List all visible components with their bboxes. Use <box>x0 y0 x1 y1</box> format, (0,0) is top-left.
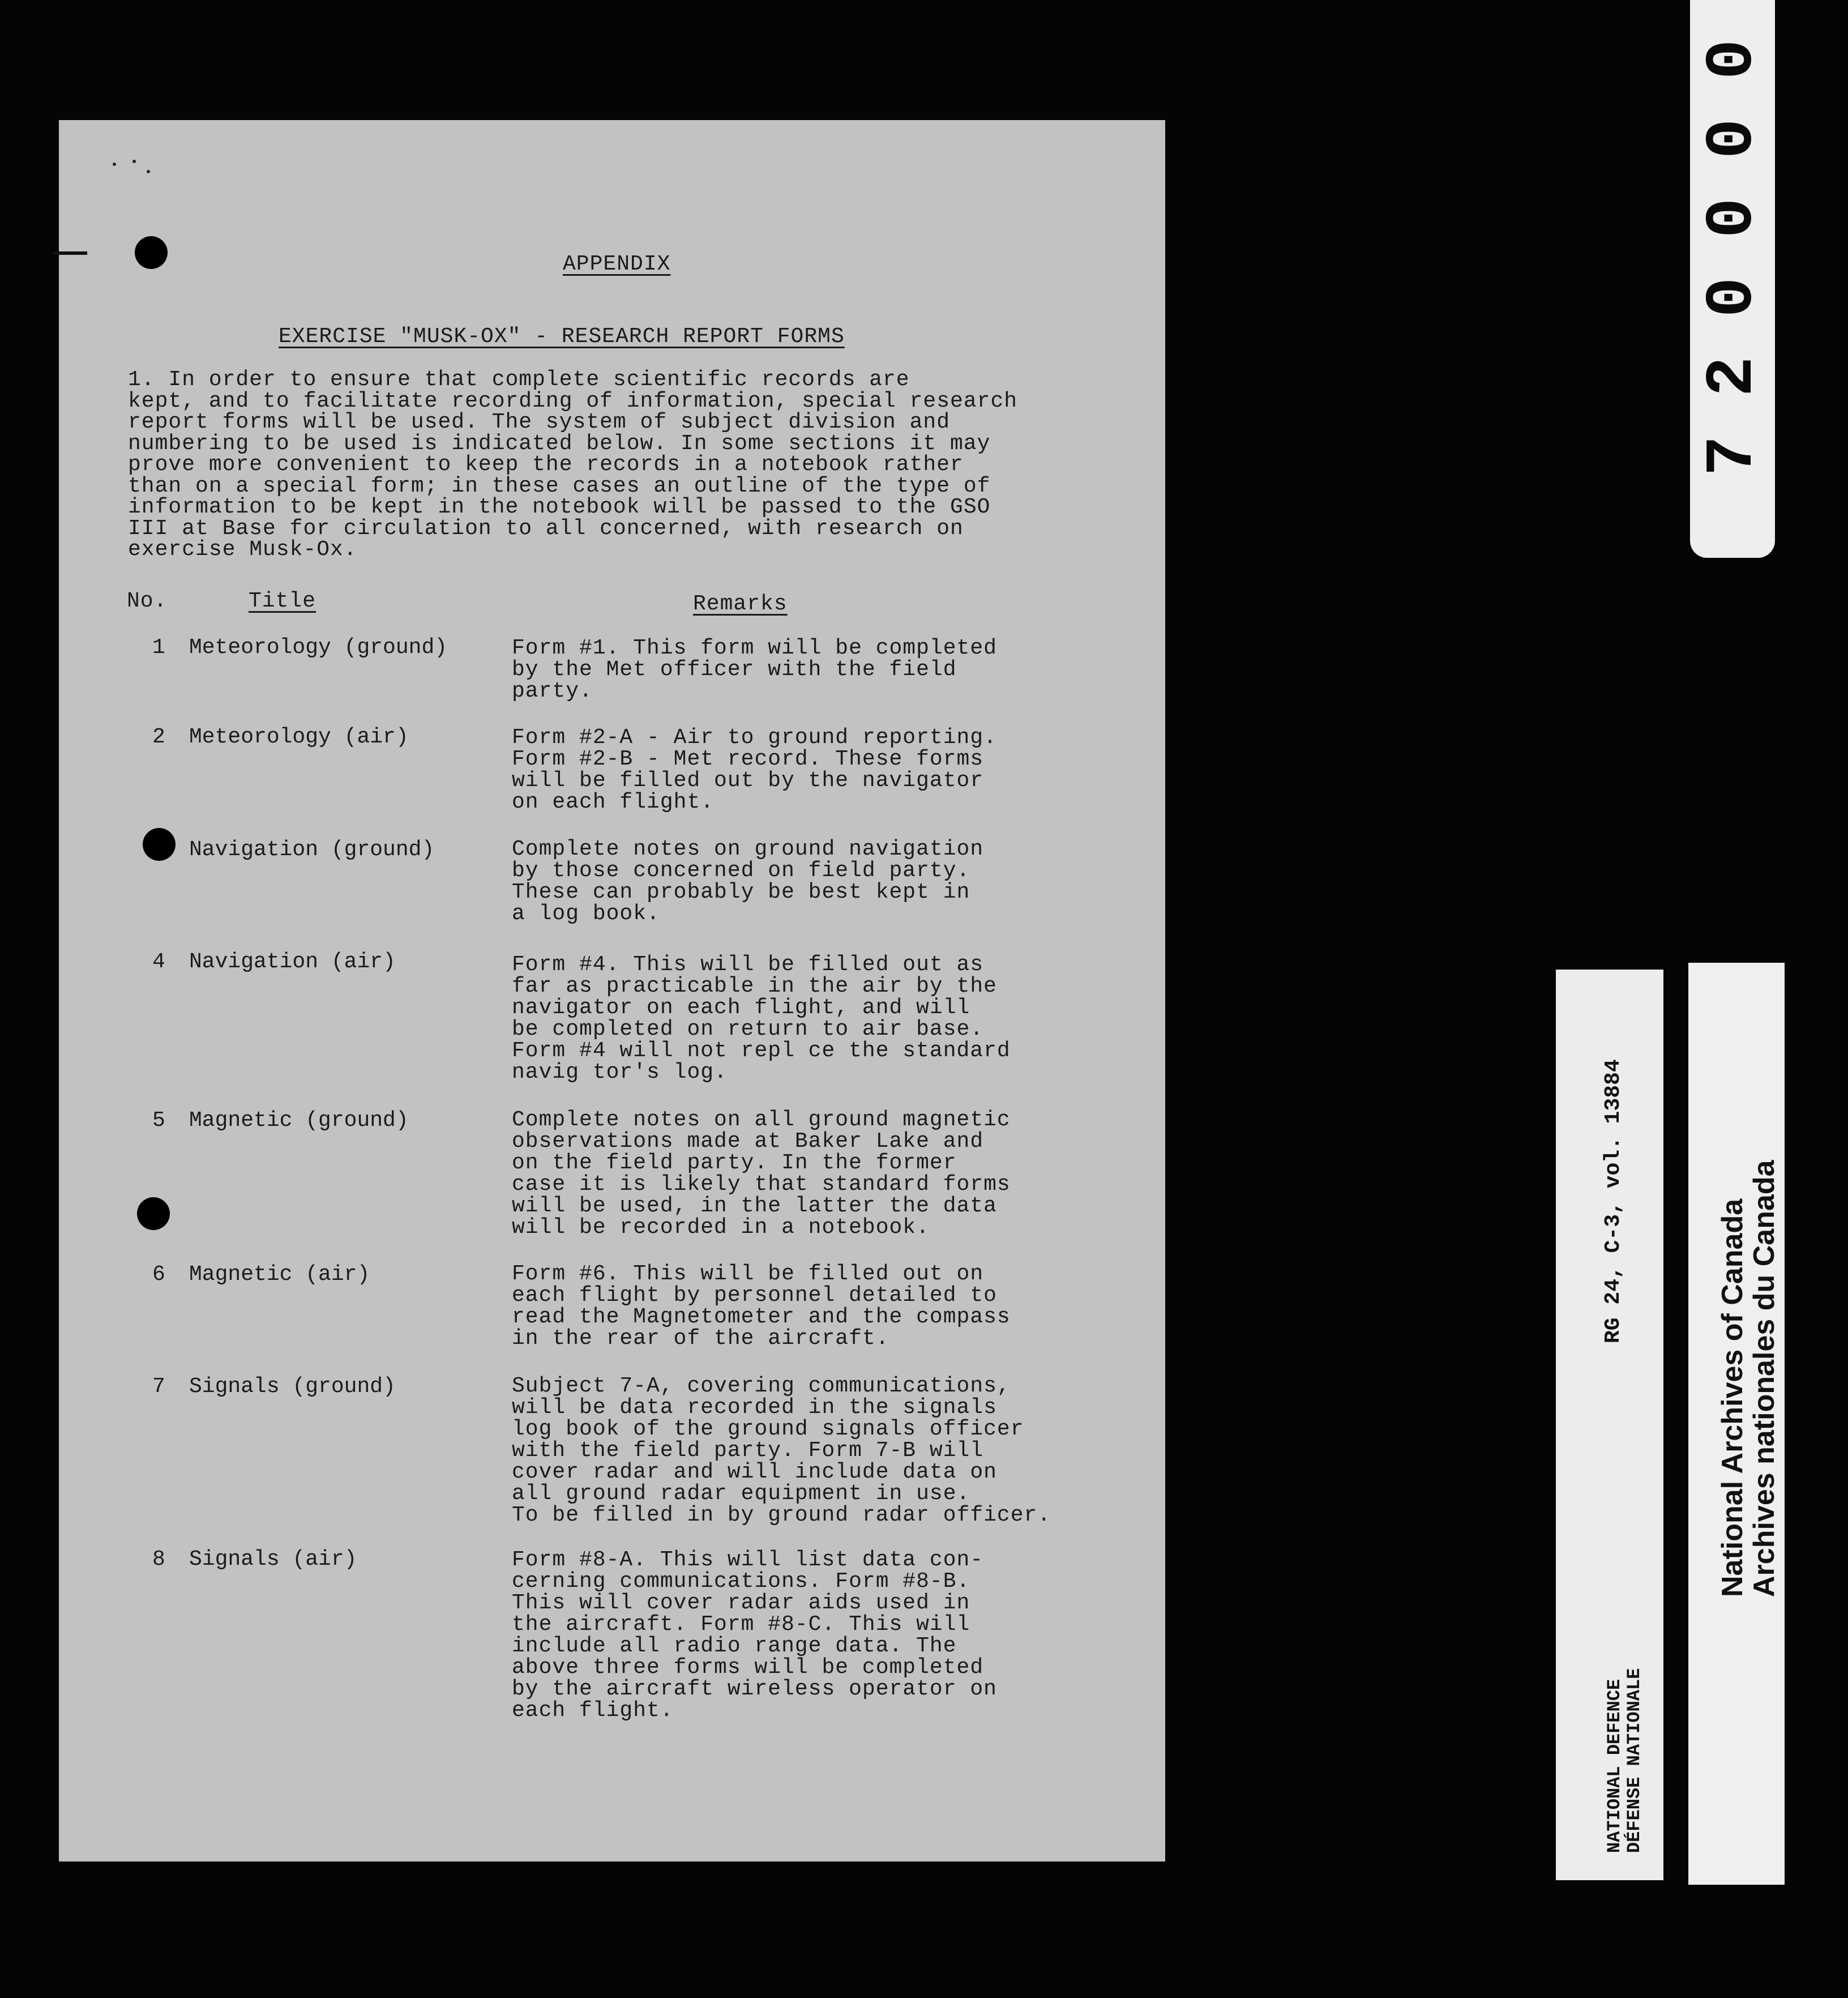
frame-digit: 0 <box>1696 198 1771 238</box>
column-header-no: No. <box>127 589 168 613</box>
row-title: Meteorology (air) <box>189 725 409 749</box>
punch-hole <box>143 828 176 861</box>
frame-digit: 0 <box>1696 277 1771 318</box>
row-remarks: Form #1. This form will be completed by the Met officer with the field party. <box>512 636 997 703</box>
row-title: Navigation (air) <box>189 950 396 974</box>
frame-digit: 7 <box>1696 436 1771 476</box>
archives-name-en: National Archives of Canada <box>1716 1198 1749 1597</box>
row-remarks: Form #4. This will be filled out as far as practicable in the air by the navigator on each flight, and will be completed on return to air base. Form #4 will not repl ce the standard navig tor's log. <box>512 953 1011 1085</box>
department-fr: DÉFENSE NATIONALE <box>1624 1668 1645 1853</box>
row-number: 6 <box>152 1262 165 1287</box>
column-header-remarks: Remarks <box>693 592 788 616</box>
frame-digit: 0 <box>1696 118 1771 159</box>
row-remarks: Form #6. This will be filled out on each flight by personnel detailed to read the Magnetometer and the compass in the rear of the aircraft. <box>512 1262 1011 1351</box>
table-row <box>59 1108 1165 1240</box>
table-row <box>59 837 1165 926</box>
reference-slip <box>1556 970 1663 1880</box>
intro-paragraph: 1. In order to ensure that complete scientific records are kept, and to facilitate recording of information, special research report forms will be used. The system of subject division and numbering to be used is indicated below. In some sections it may prove more convenient to keep the records in a notebook rather than on a special form; in these cases an outline of the type of information to be kept in the notebook will be passed to the GSO III at Base for circulation to all concerned, with research on exercise Musk-Ox. <box>128 368 1018 562</box>
speck <box>147 170 150 173</box>
table-row <box>59 725 1165 814</box>
punch-hole <box>137 1197 170 1230</box>
row-title: Signals (ground) <box>189 1374 396 1399</box>
table-row <box>59 635 1165 703</box>
row-title: Magnetic (air) <box>189 1262 370 1287</box>
row-number: 5 <box>152 1108 165 1133</box>
speck <box>132 160 136 163</box>
row-number: 1 <box>152 635 165 660</box>
row-remarks: Complete notes on all ground magnetic observations made at Baker Lake and on the field party. In the former case it is likely that standard forms will be used, in the latter the data will be recorded in a notebook. <box>512 1108 1011 1240</box>
row-number: 7 <box>152 1374 165 1399</box>
row-remarks: Form #2-A - Air to ground reporting. Form #2-B - Met record. These forms will be filled out by the navigator on each flight. <box>512 725 997 814</box>
table-row <box>59 1374 1165 1527</box>
row-remarks: Complete notes on ground navigation by those concerned on field party. These can probably be best kept in a log book. <box>512 837 984 926</box>
frame-digit: 2 <box>1696 356 1771 397</box>
row-title: Meteorology (ground) <box>189 635 448 660</box>
table-row <box>59 1547 1165 1723</box>
department-en: NATIONAL DEFENCE <box>1604 1679 1625 1853</box>
document-subheading: EXERCISE "MUSK-OX" - RESEARCH REPORT FORMS <box>279 325 845 349</box>
frame-number <box>1696 31 1771 501</box>
document-page <box>59 120 1165 1862</box>
speck <box>113 163 116 166</box>
row-title: Magnetic (ground) <box>189 1108 409 1133</box>
row-number: 2 <box>152 725 165 749</box>
frame-digit: 0 <box>1696 39 1771 80</box>
archives-name-fr: Archives nationales du Canada <box>1748 1160 1781 1597</box>
table-row <box>59 1262 1165 1351</box>
row-remarks: Subject 7-A, covering communications, will be data recorded in the signals log book of the ground signals officer with the field party. Form 7-B will cover radar and will include data on all ground radar equipment in use. To be filled in by ground radar officer. <box>512 1374 1051 1527</box>
column-header-title: Title <box>249 589 316 613</box>
row-title: Navigation (ground) <box>189 838 435 862</box>
margin-tick <box>53 251 87 255</box>
row-remarks: Form #8-A. This will list data con- cerning communications. Form #8-B. This will cover radar aids used in the aircraft. Form #8-C. This will include all radio range data. The above three forms will be completed by the aircraft wireless operator on each flight. <box>512 1548 997 1723</box>
row-number: 4 <box>152 950 165 974</box>
archives-slip <box>1688 963 1785 1885</box>
document-heading: APPENDIX <box>563 252 671 276</box>
archive-reference: RG 24, C-3, vol. 13884 <box>1601 1059 1625 1343</box>
row-title: Signals (air) <box>189 1547 357 1572</box>
row-number: 8 <box>152 1547 165 1572</box>
punch-hole <box>135 236 168 269</box>
table-row <box>59 950 1165 1085</box>
